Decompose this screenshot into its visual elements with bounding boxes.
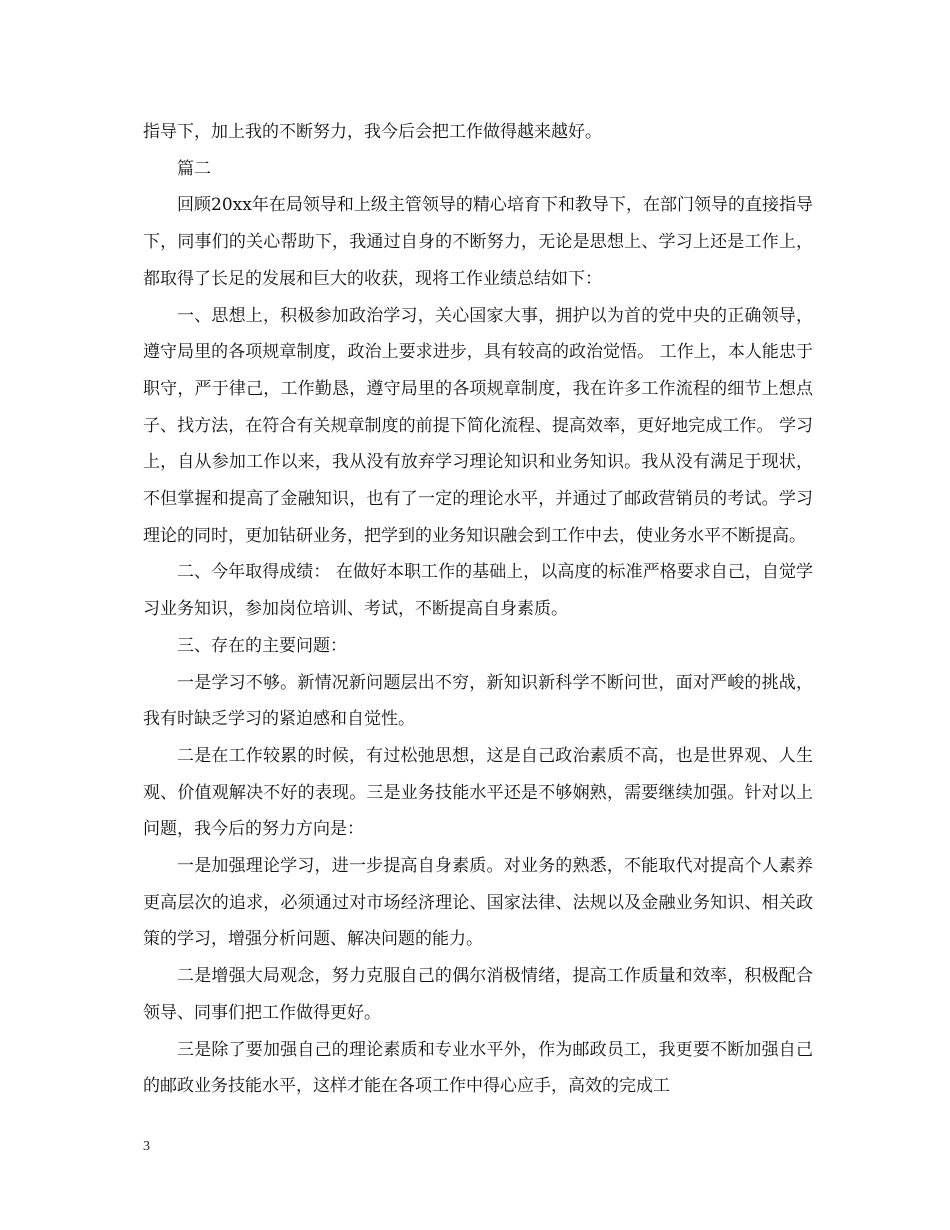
paragraph: 一、思想上，积极参加政治学习，关心国家大事，拥护以为首的党中央的正确领导，遵守局里的各项规章制度，政治上要求进步，具有较高的政治觉悟。 工作上，本人能忠于职守，严于律己，工作勤恳，遵守局里的各项规章制度，我在许多工作流程的细节上想点子、找方法，在符合有关规章制度的前提下简化流程、提高效率，更好地完成工作。 学习上，自从参加工作以来，我从没有放弃学习理论知识和业务知识。我从没有满足于现状，不但掌握和提高了金融知识，也有了一定的理论水平，并通过了邮政营销员的考试。学习理论的同时，更加钻研业务，把学到的业务知识融会到工作中去，使业务水平不断提高。 <box>143 305 813 546</box>
paragraph: 三、存在的主要问题： <box>177 635 347 656</box>
document-body <box>143 114 813 1105</box>
paragraph: 指导下，加上我的不断努力，我今后会把工作做得越来越好。 <box>143 122 602 142</box>
paragraph: 二、今年取得成绩： 在做好本职工作的基础上，以高度的标准严格要求自己，自觉学习业务知识，参加岗位培训、考试，不断提高自身素质。 <box>143 562 813 620</box>
paragraph: 二是增强大局观念，努力克服自己的偶尔消极情绪，提高工作质量和效率，积极配合领导、同事们把工作做得更好。 <box>143 966 813 1023</box>
paragraph: 二是在工作较累的时候，有过松弛思想，这是自己政治素质不高，也是世界观、人生观、价值观解决不好的表现。三是业务技能水平还是不够娴熟，需要继续加强。针对以上问题，我今后的努力方向是： <box>143 745 813 840</box>
section-heading: 篇二 <box>177 158 211 179</box>
page-number: 3 <box>143 1139 150 1154</box>
paragraph: 一是学习不够。新情况新问题层出不穷，新知识新科学不断问世，面对严峻的挑战，我有时缺乏学习的紧迫感和自觉性。 <box>143 672 813 730</box>
paragraph: 回顾20xx年在局领导和上级主管领导的精心培育下和教导下，在部门领导的直接指导下，同事们的关心帮助下，我通过自身的不断努力，无论是思想上、学习上还是工作上，都取得了长足的发展和巨大的收获，现将工作业绩总结如下： <box>143 195 813 289</box>
paragraph: 一是加强理论学习，进一步提高自身素质。对业务的熟悉，不能取代对提高个人素养更高层次的追求，必须通过对市场经济理论、国家法律、法规以及金融业务知识、相关政策的学习，增强分析问题、解决问题的能力。 <box>143 856 813 950</box>
paragraph: 三是除了要加强自己的理论素质和专业水平外，作为邮政员工，我更要不断加强自己的邮政业务技能水平，这样才能在各项工作中得心应手，高效的完成工 <box>143 1039 813 1097</box>
